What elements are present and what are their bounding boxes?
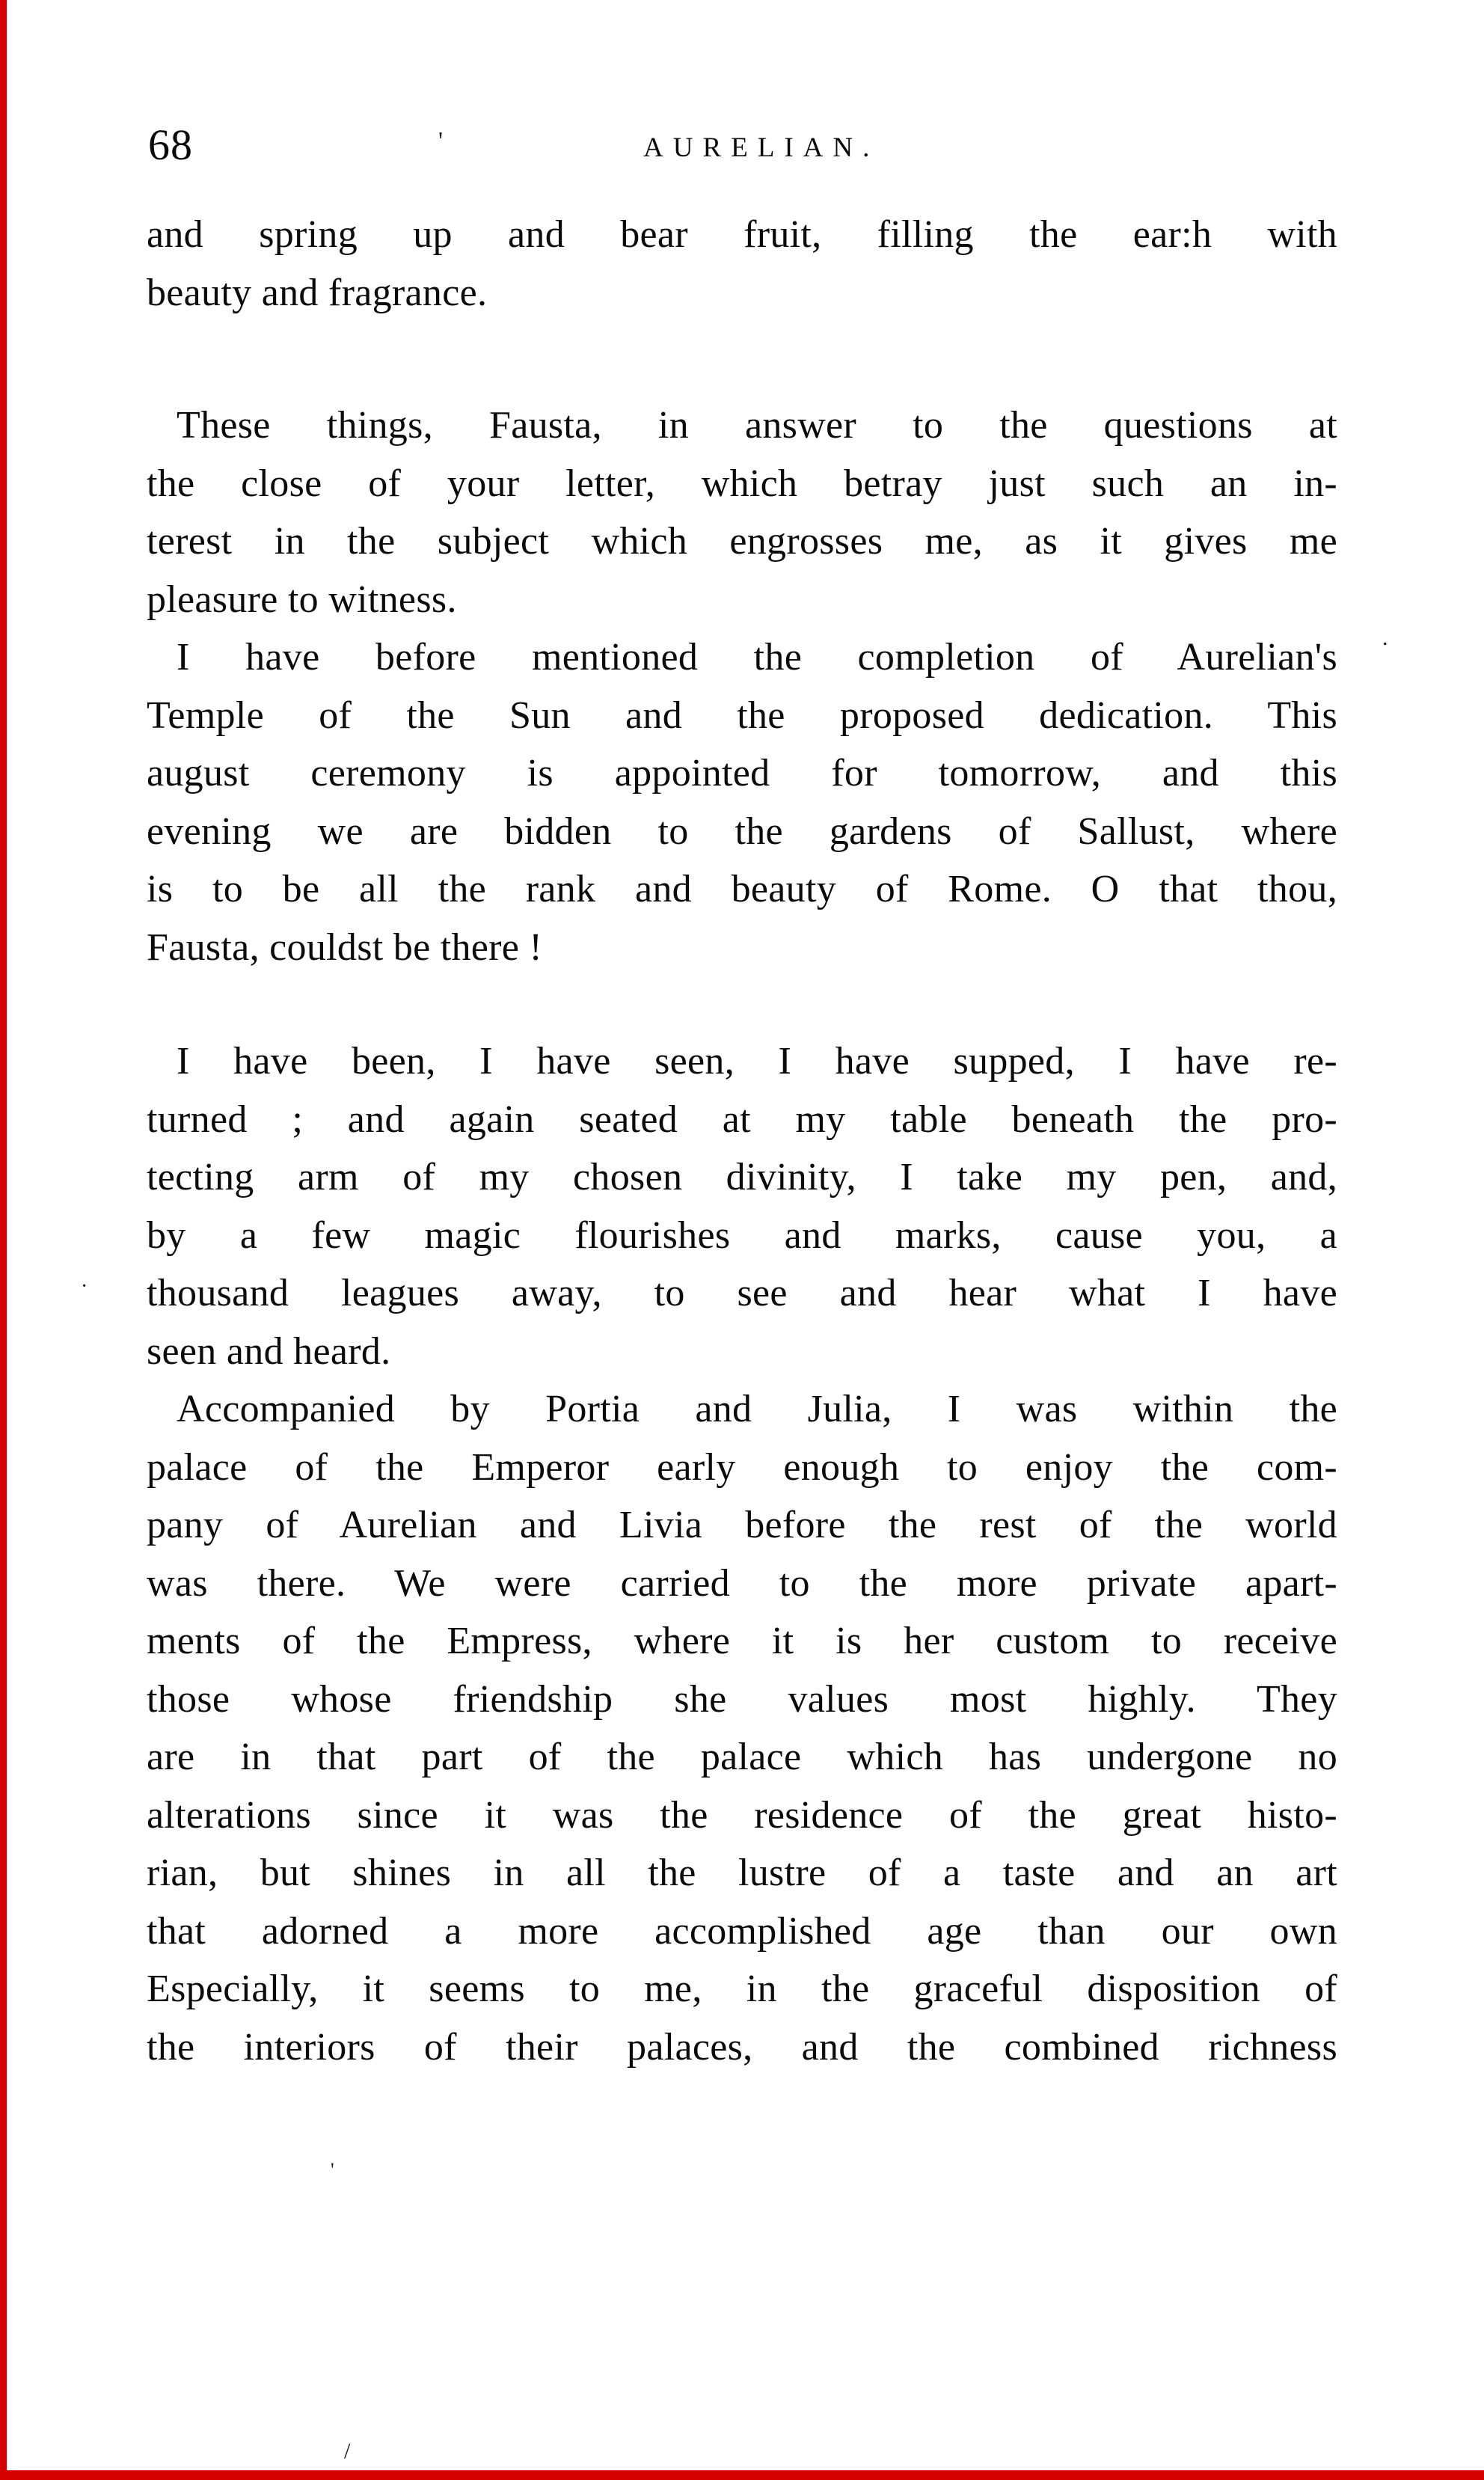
text-line: palace of the Emperor early enough to enjoy the com- bbox=[147, 1445, 1337, 1489]
text-line: evening we are bidden to the gardens of Sallust, where bbox=[147, 809, 1337, 853]
scan-speck: / bbox=[344, 2439, 351, 2464]
text-line: pleasure to witness. bbox=[147, 578, 457, 621]
text-line: These things, Fausta, in answer to the questions at bbox=[177, 404, 1337, 447]
scan-speck: ' bbox=[438, 127, 444, 155]
text-line: august ceremony is appointed for tomorrow, and this bbox=[147, 752, 1337, 794]
page-number: 68 bbox=[148, 120, 193, 169]
running-header: AURELIAN. bbox=[643, 132, 880, 163]
text-line: thousand leagues away, to see and hear what I have bbox=[147, 1272, 1337, 1314]
text-line: beauty and fragrance. bbox=[147, 271, 488, 314]
scan-speck: · bbox=[81, 1275, 88, 1298]
text-line: tecting arm of my chosen divinity, I take my pen, and, bbox=[147, 1156, 1337, 1198]
text-line: Especially, it seems to me, in the graceful disposition of bbox=[147, 1968, 1337, 2010]
text-line: I have been, I have seen, I have supped, I have re- bbox=[177, 1040, 1337, 1083]
scan-speck: . bbox=[1382, 625, 1388, 650]
text-line: the close of your letter, which betray just such an in- bbox=[147, 462, 1337, 505]
text-line: terest in the subject which engrosses me, as it gives me bbox=[147, 520, 1337, 563]
text-line: rian, but shines in all the lustre of a taste and an art bbox=[147, 1852, 1337, 1894]
text-line: that adorned a more accomplished age than our own bbox=[147, 1909, 1337, 1953]
text-line: I have before mentioned the completion of Aurelian's bbox=[177, 636, 1337, 679]
text-line: Temple of the Sun and the proposed dedication. This bbox=[147, 694, 1337, 737]
text-line: turned ; and again seated at my table beneath the pro- bbox=[147, 1097, 1337, 1141]
text-line: seen and heard. bbox=[147, 1329, 391, 1373]
text-line: are in that part of the palace which has undergone no bbox=[147, 1736, 1337, 1778]
text-line: Fausta, couldst be there ! bbox=[147, 925, 543, 969]
text-line: alterations since it was the residence of the great histo- bbox=[147, 1793, 1337, 1837]
text-line: was there. We were carried to the more private apart- bbox=[147, 1561, 1337, 1605]
text-line: Accompanied by Portia and Julia, I was within the bbox=[177, 1388, 1337, 1430]
text-line: is to be all the rank and beauty of Rome. O that thou, bbox=[147, 868, 1337, 910]
text-line: by a few magic flourishes and marks, cause you, a bbox=[147, 1213, 1337, 1257]
text-line: the interiors of their palaces, and the combined richness bbox=[147, 2025, 1337, 2069]
scan-speck: ' bbox=[331, 2159, 334, 2181]
text-line: and spring up and bear fruit, filling the ear:h with bbox=[147, 213, 1337, 256]
text-line: those whose friendship she values most highly. They bbox=[147, 1677, 1337, 1721]
text-line: ments of the Empress, where it is her custom to receive bbox=[147, 1620, 1337, 1662]
text-line: pany of Aurelian and Livia before the rest of the world bbox=[147, 1504, 1337, 1546]
